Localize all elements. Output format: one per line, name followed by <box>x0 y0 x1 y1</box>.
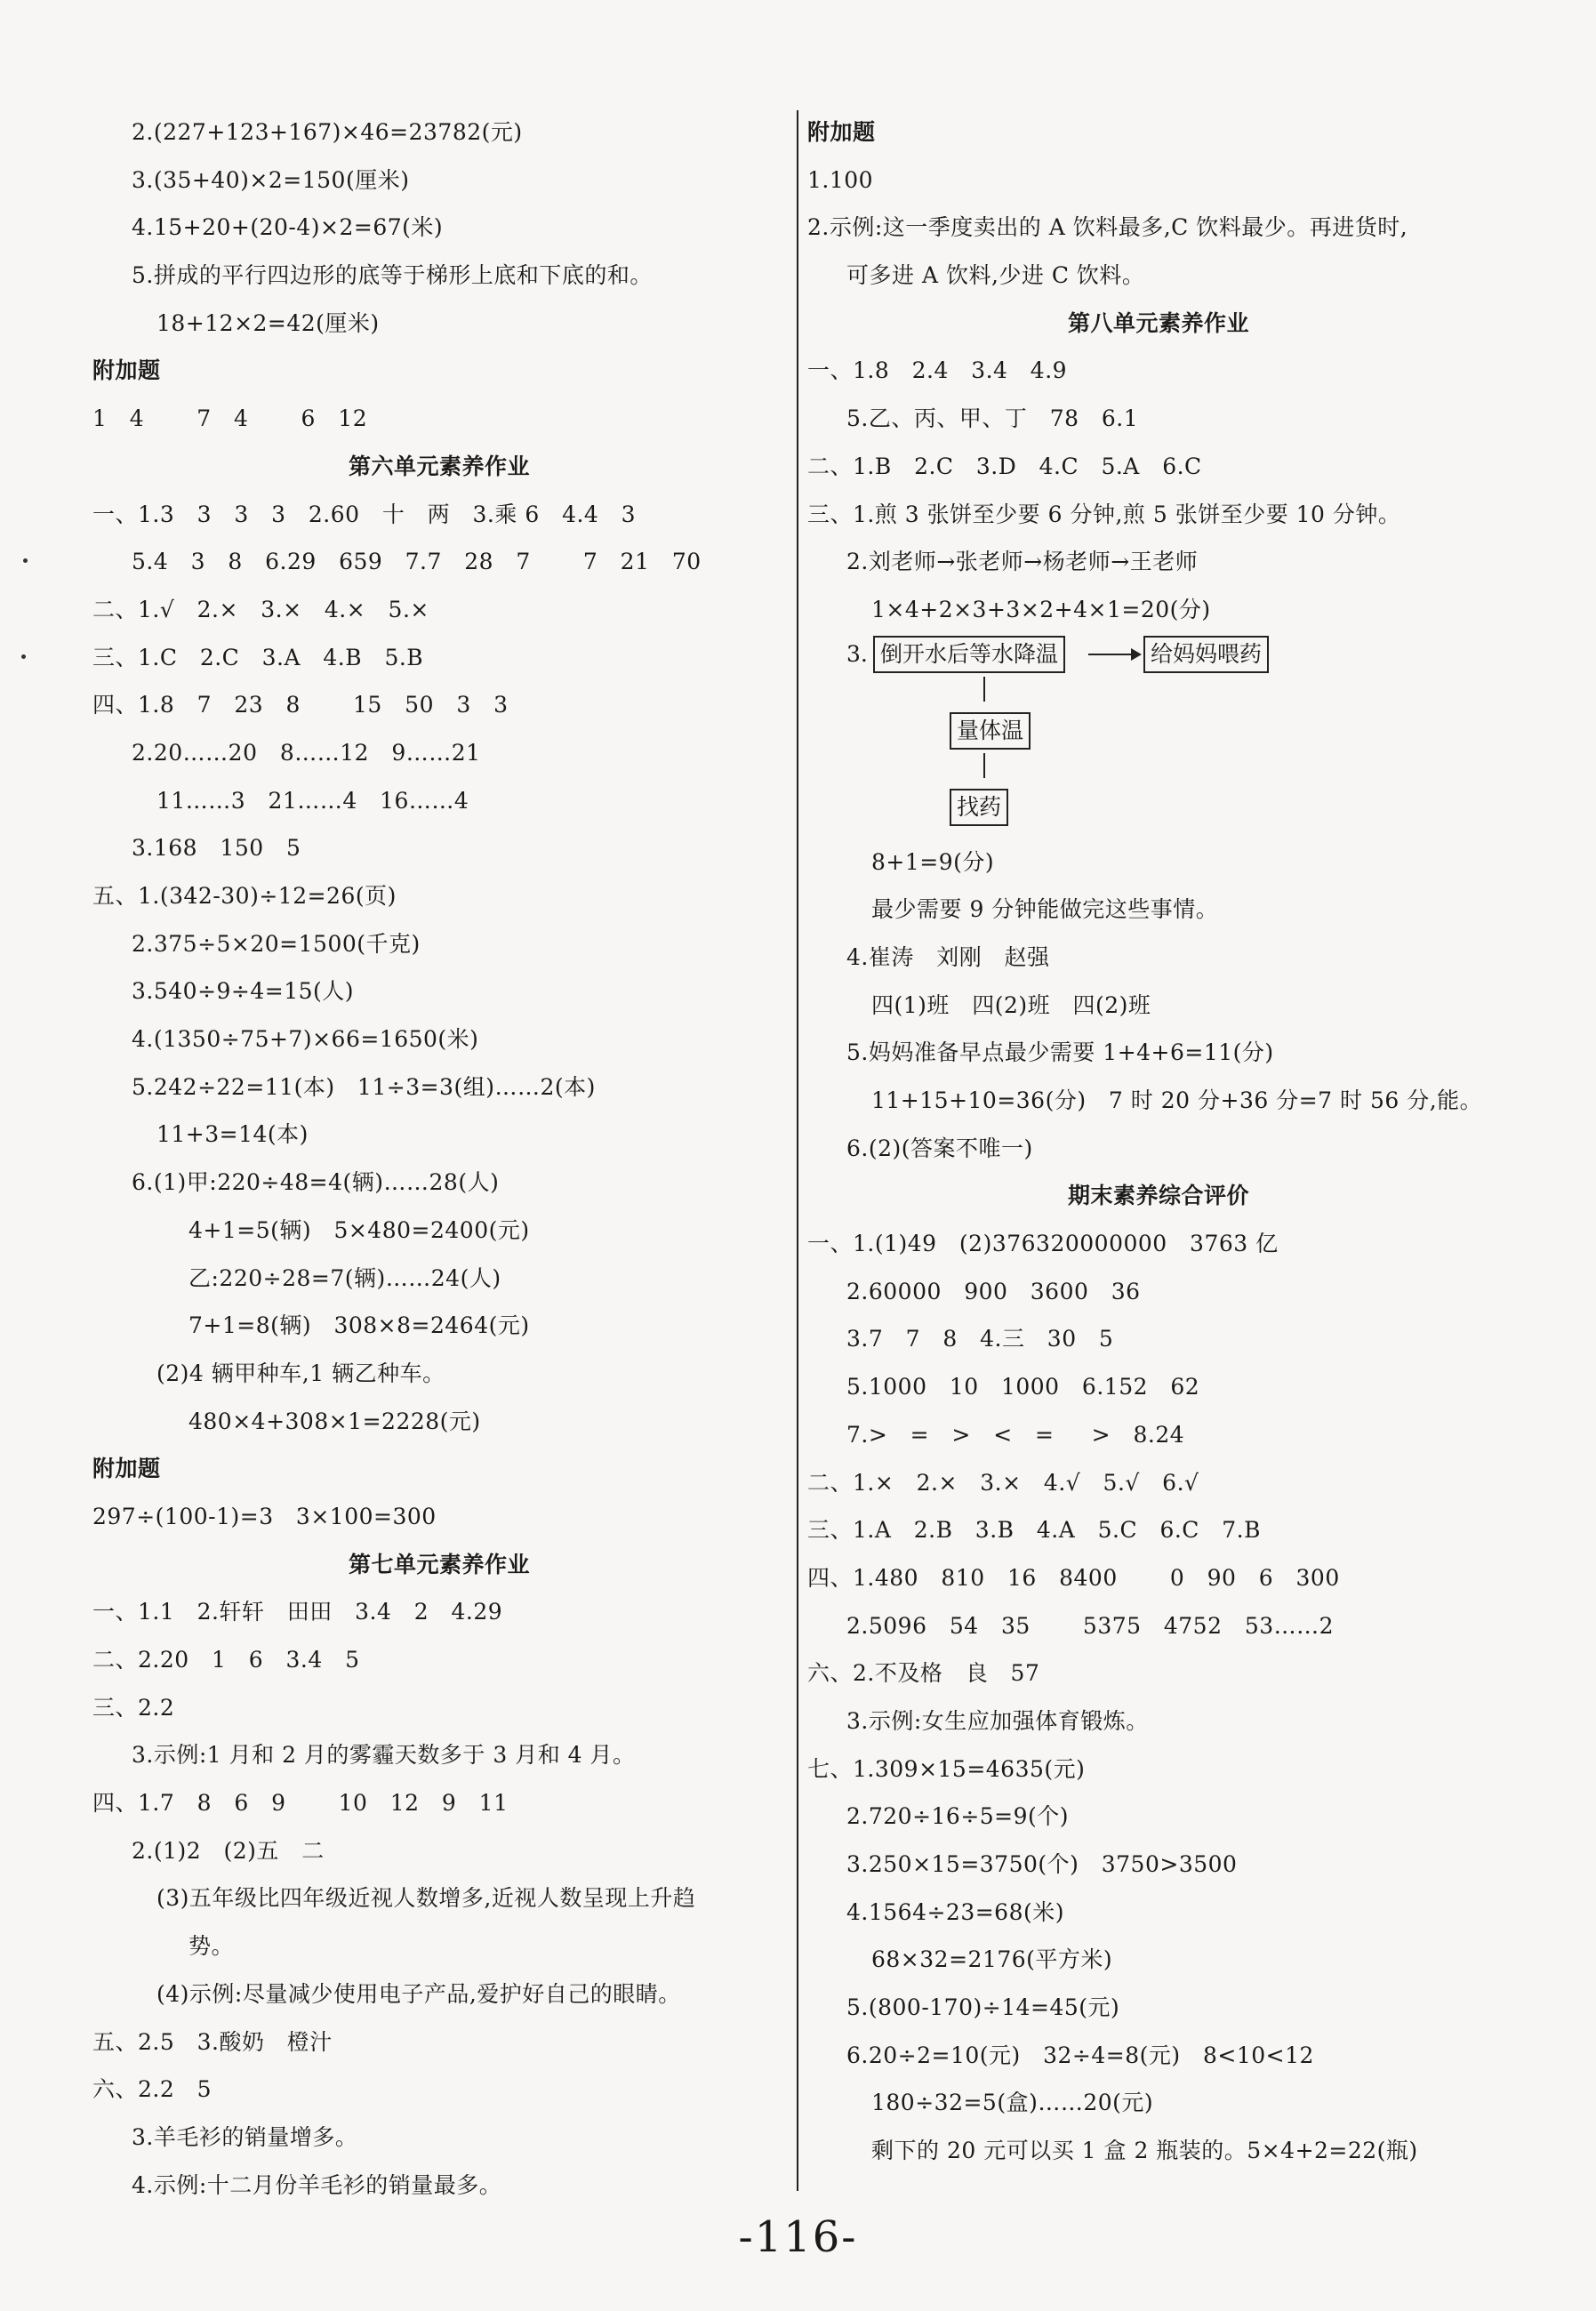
answer-line: 3.羊毛衫的销量增多。 <box>132 2123 358 2150</box>
answer-line: 六、2.2 5 <box>92 2076 213 2103</box>
answer-line: 一、1.1 2.轩轩 田田 3.4 2 4.29 <box>92 1599 503 1625</box>
section-heading: 期末素养综合评价 <box>1067 1183 1249 1209</box>
answer-line: 11……3 21……4 16……4 <box>156 787 469 814</box>
subsection-title: 附加题 <box>92 1456 161 1482</box>
answer-line: 1.100 <box>807 166 874 193</box>
answer-line: 二、1.× 2.× 3.× 4.√ 5.√ 6.√ <box>807 1469 1199 1496</box>
answer-line: 3.250×15=3750(个) 3750>3500 <box>846 1851 1238 1877</box>
subsection-title: 附加题 <box>807 119 876 145</box>
answer-line: 2.375÷5×20=1500(千克) <box>132 930 421 957</box>
answer-line: 四、1.480 810 16 8400 0 90 6 300 <box>807 1564 1340 1591</box>
answer-line: 4.1564÷23=68(米) <box>846 1898 1065 1925</box>
answer-line: 一、1.3 3 3 3 2.60 十 两 3.乘 6 4.4 3 <box>92 501 637 527</box>
answer-line: 乙:220÷28=7(辆)……24(人) <box>188 1264 501 1291</box>
flowchart <box>807 634 1510 839</box>
right-column-bottom <box>807 839 1510 2175</box>
section-heading: 第七单元素养作业 <box>348 1551 530 1577</box>
answer-line: 3.540÷9÷4=15(人) <box>132 978 355 1005</box>
answer-line: 2.(227+123+167)×46=23782(元) <box>132 119 523 145</box>
answer-line: 2.20……20 8……12 9……21 <box>132 739 481 766</box>
flow-box-give-medicine: 给妈妈喂药 <box>1143 636 1269 673</box>
flow-box-find-medicine: 找药 <box>950 789 1008 826</box>
right-column <box>807 108 1510 2175</box>
flow-arrowhead <box>1131 648 1142 661</box>
answer-line: 5.妈妈准备早点最少需要 1+4+6=11(分) <box>846 1039 1274 1066</box>
right-column-top <box>807 108 1510 634</box>
answer-line: 297÷(100-1)=3 3×100=300 <box>92 1503 437 1529</box>
answer-line: 五、1.(342-30)÷12=26(页) <box>92 883 397 909</box>
answer-line: 4.崔涛 刘刚 赵强 <box>846 943 1050 970</box>
answer-line: 5.4 3 8 6.29 659 7.7 28 7 7 21 70 <box>132 549 702 575</box>
answer-line: 四(1)班 四(2)班 四(2)班 <box>871 991 1151 1018</box>
answer-line: 68×32=2176(平方米) <box>871 1946 1113 1973</box>
answer-line: 4+1=5(辆) 5×480=2400(元) <box>188 1216 530 1243</box>
answer-line: 6.(1)甲:220÷48=4(辆)……28(人) <box>132 1169 500 1196</box>
answer-line: 3.7 7 8 4.三 30 5 <box>846 1326 1114 1352</box>
answer-line: 480×4+308×1=2228(元) <box>188 1408 481 1434</box>
answer-line: 4.15+20+(20-4)×2=67(米) <box>132 214 444 241</box>
page-number: -116- <box>738 2212 858 2262</box>
answer-line: 2.720÷16÷5=9(个) <box>846 1803 1070 1830</box>
margin-dot <box>21 654 26 659</box>
answer-line: 三、2.2 <box>92 1694 175 1721</box>
answer-line: 3.168 150 5 <box>132 835 301 862</box>
answer-line: 七、1.309×15=4635(元) <box>807 1755 1086 1782</box>
answer-line: 180÷32=5(盒)……20(元) <box>871 2090 1154 2116</box>
left-column <box>92 108 786 2209</box>
flowchart-label: 3. <box>846 640 868 667</box>
answer-line: 三、1.C 2.C 3.A 4.B 5.B <box>92 644 424 670</box>
answer-line: 11+3=14(本) <box>156 1121 309 1148</box>
flow-arrow-line <box>1088 654 1133 655</box>
answer-line: 5.拼成的平行四边形的底等于梯形上底和下底的和。 <box>132 262 653 289</box>
flow-box-measure-temperature: 量体温 <box>950 712 1031 750</box>
answer-line: 5.242÷22=11(本) 11÷3=3(组)……2(本) <box>132 1073 596 1100</box>
answer-line: 可多进 A 饮料,少进 C 饮料。 <box>846 262 1145 289</box>
answer-line: (3)五年级比四年级近视人数增多,近视人数呈现上升趋 <box>156 1885 696 1912</box>
answer-line: 二、2.20 1 6 3.4 5 <box>92 1647 360 1673</box>
answer-line: 二、1.√ 2.× 3.× 4.× 5.× <box>92 596 429 622</box>
answer-line: 势。 <box>188 1933 235 1960</box>
answer-line: 五、2.5 3.酸奶 橙汁 <box>92 2028 333 2055</box>
flow-box-cool-water: 倒开水后等水降温 <box>873 636 1065 673</box>
answer-line: 四、1.8 7 23 8 15 50 3 3 <box>92 692 509 718</box>
answer-line: 5.乙、丙、甲、丁 78 6.1 <box>846 405 1139 432</box>
answer-line: 剩下的 20 元可以买 1 盒 2 瓶装的。5×4+2=22(瓶) <box>871 2138 1418 2164</box>
flow-connector <box>983 753 985 778</box>
answer-line: 8+1=9(分) <box>871 848 995 875</box>
answer-line: 一、1.(1)49 (2)376320000000 3763 亿 <box>807 1231 1279 1257</box>
answer-line: 二、1.B 2.C 3.D 4.C 5.A 6.C <box>807 453 1202 479</box>
answer-line: 7.> = > < = > 8.24 <box>846 1421 1185 1448</box>
answer-line: 四、1.7 8 6 9 10 12 9 11 <box>92 1790 509 1817</box>
answer-line: 3.(35+40)×2=150(厘米) <box>132 166 410 193</box>
answer-line: 4.(1350÷75+7)×66=1650(米) <box>132 1026 479 1053</box>
answer-line: (2)4 辆甲种车,1 辆乙种车。 <box>156 1360 445 1386</box>
answer-line: 11+15+10=36(分) 7 时 20 分+36 分=7 时 56 分,能。 <box>871 1087 1483 1113</box>
subsection-title: 附加题 <box>92 357 161 384</box>
answer-line: 5.1000 10 1000 6.152 62 <box>846 1374 1200 1400</box>
answer-line: 2.刘老师→张老师→杨老师→王老师 <box>846 549 1199 575</box>
answer-line: 2.(1)2 (2)五 二 <box>132 1837 325 1864</box>
answer-line: 三、1.A 2.B 3.B 4.A 5.C 6.C 7.B <box>807 1517 1261 1544</box>
answer-line: 2.示例:这一季度卖出的 A 饮料最多,C 饮料最少。再进货时, <box>807 214 1408 241</box>
answer-line: (4)示例:尽量减少使用电子产品,爱护好自己的眼睛。 <box>156 1980 681 2007</box>
answer-line: 三、1.煎 3 张饼至少要 6 分钟,煎 5 张饼至少要 10 分钟。 <box>807 501 1401 527</box>
section-heading: 第八单元素养作业 <box>1067 309 1249 336</box>
answer-line: 一、1.8 2.4 3.4 4.9 <box>807 357 1068 384</box>
answer-line: 5.(800-170)÷14=45(元) <box>846 1994 1120 2021</box>
answer-line: 3.示例:女生应加强体育锻炼。 <box>846 1707 1149 1734</box>
answer-line: 2.60000 900 3600 36 <box>846 1278 1141 1304</box>
answer-line: 7+1=8(辆) 308×8=2464(元) <box>188 1312 530 1339</box>
section-heading: 第六单元素养作业 <box>348 453 530 479</box>
margin-dot <box>23 558 28 563</box>
answer-line: 6.(2)(答案不唯一) <box>846 1135 1033 1161</box>
answer-line: 1 4 7 4 6 12 <box>92 405 368 432</box>
answer-line: 4.示例:十二月份羊毛衫的销量最多。 <box>132 2171 502 2198</box>
column-divider <box>797 110 798 2191</box>
answer-line: 3.示例:1 月和 2 月的雾霾天数多于 3 月和 4 月。 <box>132 1742 636 1769</box>
answer-line: 6.20÷2=10(元) 32÷4=8(元) 8<10<12 <box>846 2042 1314 2068</box>
answer-line: 2.5096 54 35 5375 4752 53……2 <box>846 1612 1335 1639</box>
answer-line: 1×4+2×3+3×2+4×1=20(分) <box>871 596 1211 622</box>
flow-connector <box>983 677 985 702</box>
answer-line: 六、2.不及格 良 57 <box>807 1660 1040 1687</box>
answer-line: 18+12×2=42(厘米) <box>156 309 380 336</box>
answer-line: 最少需要 9 分钟能做完这些事情。 <box>871 896 1219 923</box>
